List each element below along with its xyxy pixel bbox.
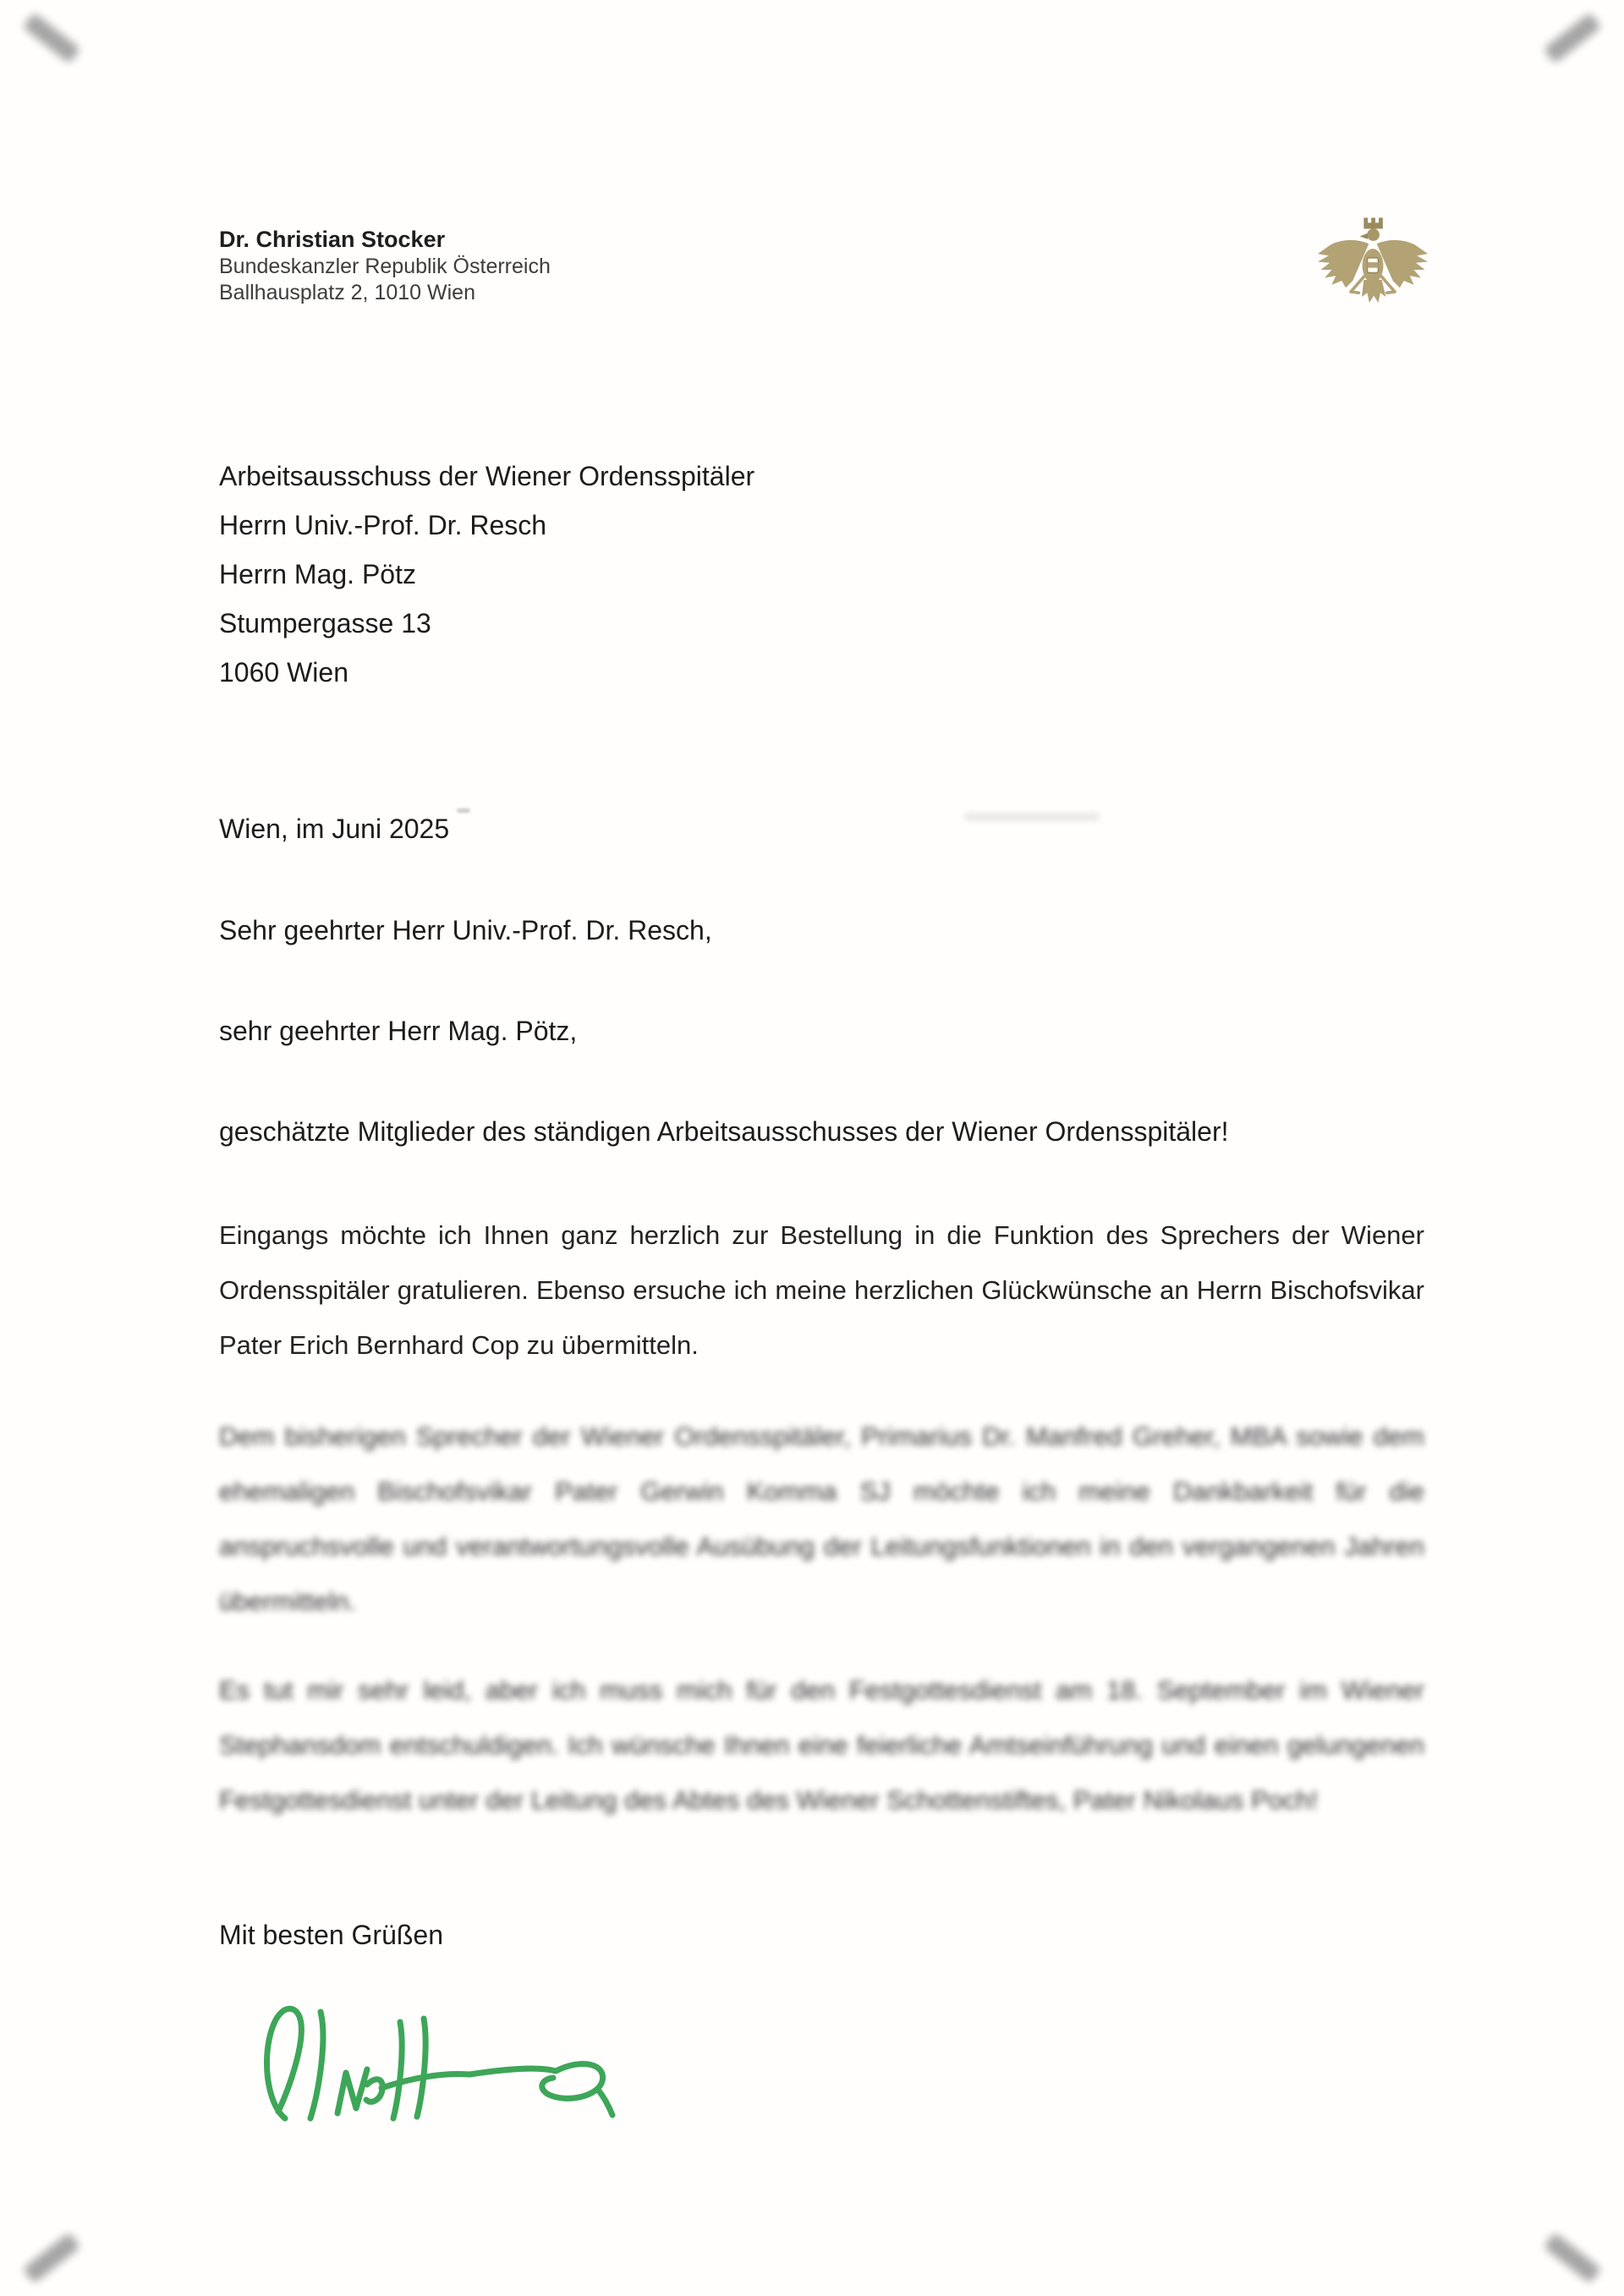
sender-address: Ballhausplatz 2, 1010 Wien [219,281,475,304]
salutation-line: Sehr geehrter Herr Univ.-Prof. Dr. Resch, [219,915,712,945]
scan-artifact-bottom-right [1544,2233,1602,2283]
scan-speck [457,808,470,813]
closing-line: Mit besten Grüßen [219,1920,443,1950]
scan-smudge [964,814,1100,820]
recipient-block [219,452,754,697]
recipient-line: Stumpergasse 13 [219,608,431,638]
sender-role: Bundeskanzler Republik Österreich [219,255,551,278]
dateline: Wien, im Juni 2025 [219,814,450,844]
recipient-line: 1060 Wien [219,657,348,688]
scan-artifact-top-left [23,13,81,63]
body-paragraph-blurred: Dem bisherigen Sprecher der Wiener Ordensspitäler, Primarius Dr. Manfred Greher, MBA sowie dem ehemaligen Bischofsvikar Pater Gerwin Komma SJ möchte ich meine Dankbarkeit für die anspruchsvolle und verantwortungsvolle Ausübung der Leitungsfunktionen in den vergangenen Jahren übermitteln. [219,1422,1424,1616]
recipient-line: Herrn Univ.-Prof. Dr. Resch [219,510,547,540]
recipient-line: Arbeitsausschuss der Wiener Ordensspitäler [219,461,755,491]
salutation-line: sehr geehrter Herr Mag. Pötz, [219,1016,578,1046]
austrian-federal-eagle-icon [1313,213,1433,326]
scan-artifact-top-right [1544,13,1602,63]
salutation-line: geschätzte Mitglieder des ständigen Arbeitsausschusses der Wiener Ordensspitäler! [219,1116,1229,1147]
scan-artifact-bottom-left [23,2233,81,2283]
sender-name: Dr. Christian Stocker [219,227,446,252]
body-paragraph-blurred: Es tut mir sehr leid, aber ich muss mich für den Festgottesdienst am 18. September im Wiener Stephansdom entschuldigen. Ich wünsche Ihnen eine feierliche Amtseinführung und einen gelungenen Festgottesdienst unter der Leitung des Abtes des Wiener Schottenstiftes, Pater Nikolaus Poch! [219,1675,1424,1815]
handwritten-signature-icon [256,1981,620,2150]
sender-block [219,225,551,306]
recipient-line: Herrn Mag. Pötz [219,559,416,589]
body-paragraph: Eingangs möchte ich Ihnen ganz herzlich zur Bestellung in die Funktion des Sprechers der Wiener Ordensspitäler gratulieren. Ebenso ersuche ich meine herzlichen Glückwünsche an Herrn Bischofsvikar Pater Erich Bernhard Cop zu übermitteln. [219,1220,1424,1360]
